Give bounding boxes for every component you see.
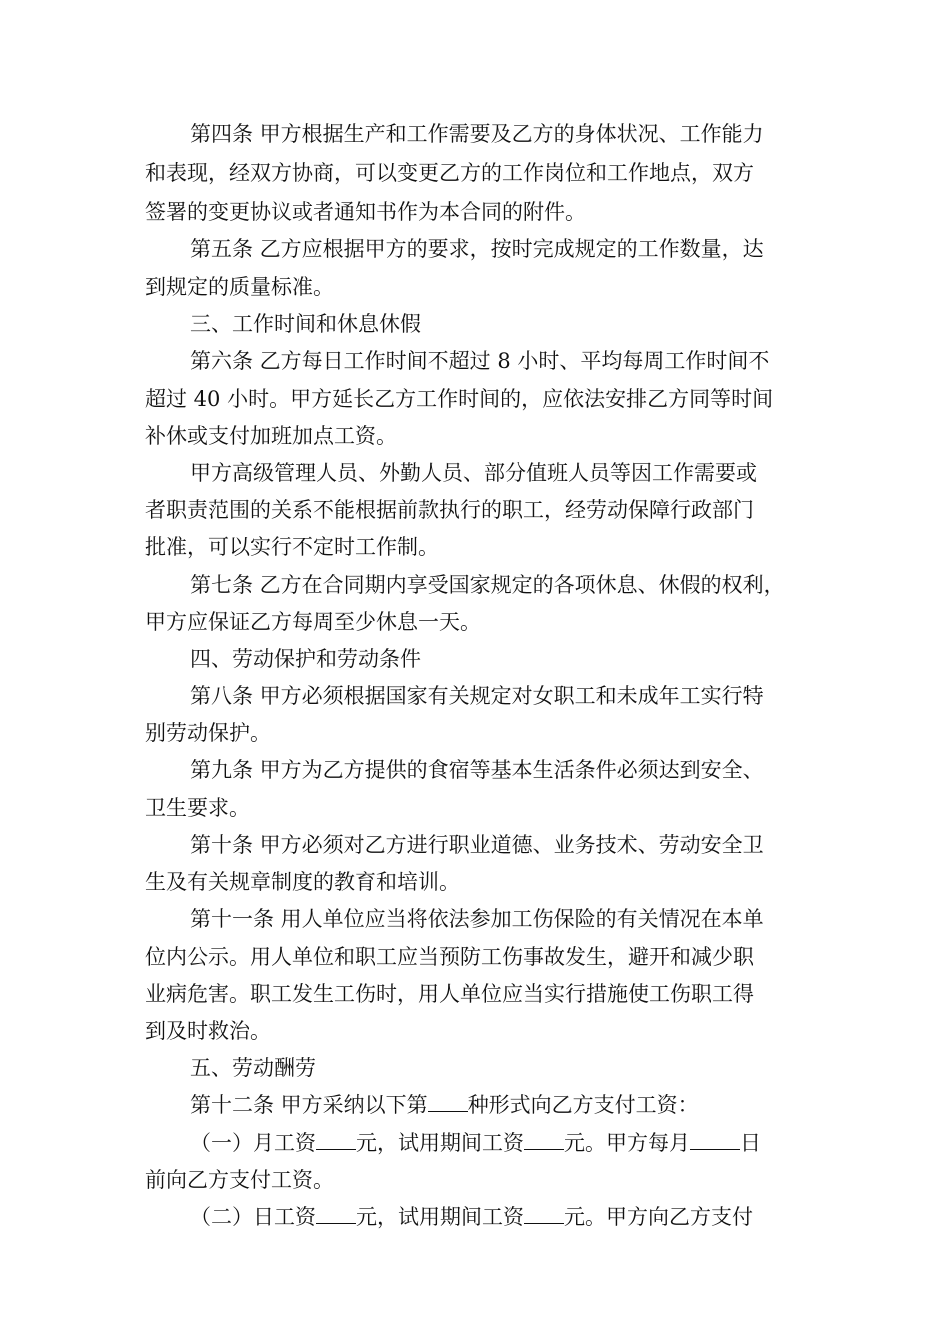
text-line: 第十条 甲方必须对乙方进行职业道德、业务技术、劳动安全卫 bbox=[190, 833, 764, 857]
text-line: 到规定的质量标准。 bbox=[145, 275, 334, 299]
blank-underline bbox=[316, 1201, 356, 1224]
text-line: 补休或支付加班加点工资。 bbox=[145, 424, 397, 448]
text-line: （一）月工资 元，试用期间工资 元。甲方每月 日 bbox=[190, 1125, 761, 1161]
text-line: 第七条 乙方在合同期内享受国家规定的各项休息、休假的权利， bbox=[190, 573, 785, 597]
text-line: 生及有关规章制度的教育和培训。 bbox=[145, 870, 460, 894]
blank-underline bbox=[428, 1089, 468, 1112]
blank-underline bbox=[316, 1127, 356, 1150]
text-line: 业病危害。职工发生工伤时，用人单位应当实行措施使工伤职工得 bbox=[145, 982, 754, 1006]
text-line: 者职责范围的关系不能根据前款执行的职工，经劳动保障行政部门 bbox=[145, 498, 754, 522]
text-line: 卫生要求。 bbox=[145, 796, 250, 820]
text-line: 和表现，经双方协商，可以变更乙方的工作岗位和工作地点，双方 bbox=[145, 161, 754, 185]
text-line: 甲方高级管理人员、外勤人员、部分值班人员等因工作需要或 bbox=[190, 461, 757, 485]
blank-underline bbox=[524, 1201, 564, 1224]
blank-underline bbox=[524, 1127, 564, 1150]
text-line: 前向乙方支付工资。 bbox=[145, 1168, 334, 1192]
text-line: （二）日工资 元，试用期间工资 元。甲方向乙方支付 bbox=[190, 1199, 753, 1235]
section-heading: 三、工作时间和休息休假 bbox=[190, 312, 421, 336]
text-line: 别劳动保护。 bbox=[145, 721, 271, 745]
text-line: 到及时救治。 bbox=[145, 1019, 271, 1043]
text-line: 第九条 甲方为乙方提供的食宿等基本生活条件必须达到安全、 bbox=[190, 758, 764, 782]
text-line: 甲方应保证乙方每周至少休息一天。 bbox=[145, 610, 481, 634]
blank-underline bbox=[690, 1127, 740, 1150]
text-line: 第十一条 用人单位应当将依法参加工伤保险的有关情况在本单 bbox=[190, 907, 764, 931]
text-line: 第十二条 甲方采纳以下第 种形式向乙方支付工资： bbox=[190, 1087, 699, 1123]
text-line: 第六条 乙方每日工作时间不超过 8 小时、平均每周工作时间不 bbox=[190, 349, 770, 373]
text-line: 超过 40 小时。甲方延长乙方工作时间的，应依法安排乙方同等时间 bbox=[145, 387, 774, 411]
text-line: 第五条 乙方应根据甲方的要求，按时完成规定的工作数量，达 bbox=[190, 237, 764, 261]
text-line: 第四条 甲方根据生产和工作需要及乙方的身体状况、工作能力 bbox=[190, 122, 764, 146]
text-line: 签署的变更协议或者通知书作为本合同的附件。 bbox=[145, 200, 586, 224]
section-heading: 五、劳动酬劳 bbox=[190, 1056, 316, 1080]
text-line: 位内公示。用人单位和职工应当预防工伤事故发生，避开和减少职 bbox=[145, 945, 754, 969]
text-line: 第八条 甲方必须根据国家有关规定对女职工和未成年工实行特 bbox=[190, 684, 764, 708]
section-heading: 四、劳动保护和劳动条件 bbox=[190, 647, 421, 671]
text-line: 批准，可以实行不定时工作制。 bbox=[145, 535, 439, 559]
